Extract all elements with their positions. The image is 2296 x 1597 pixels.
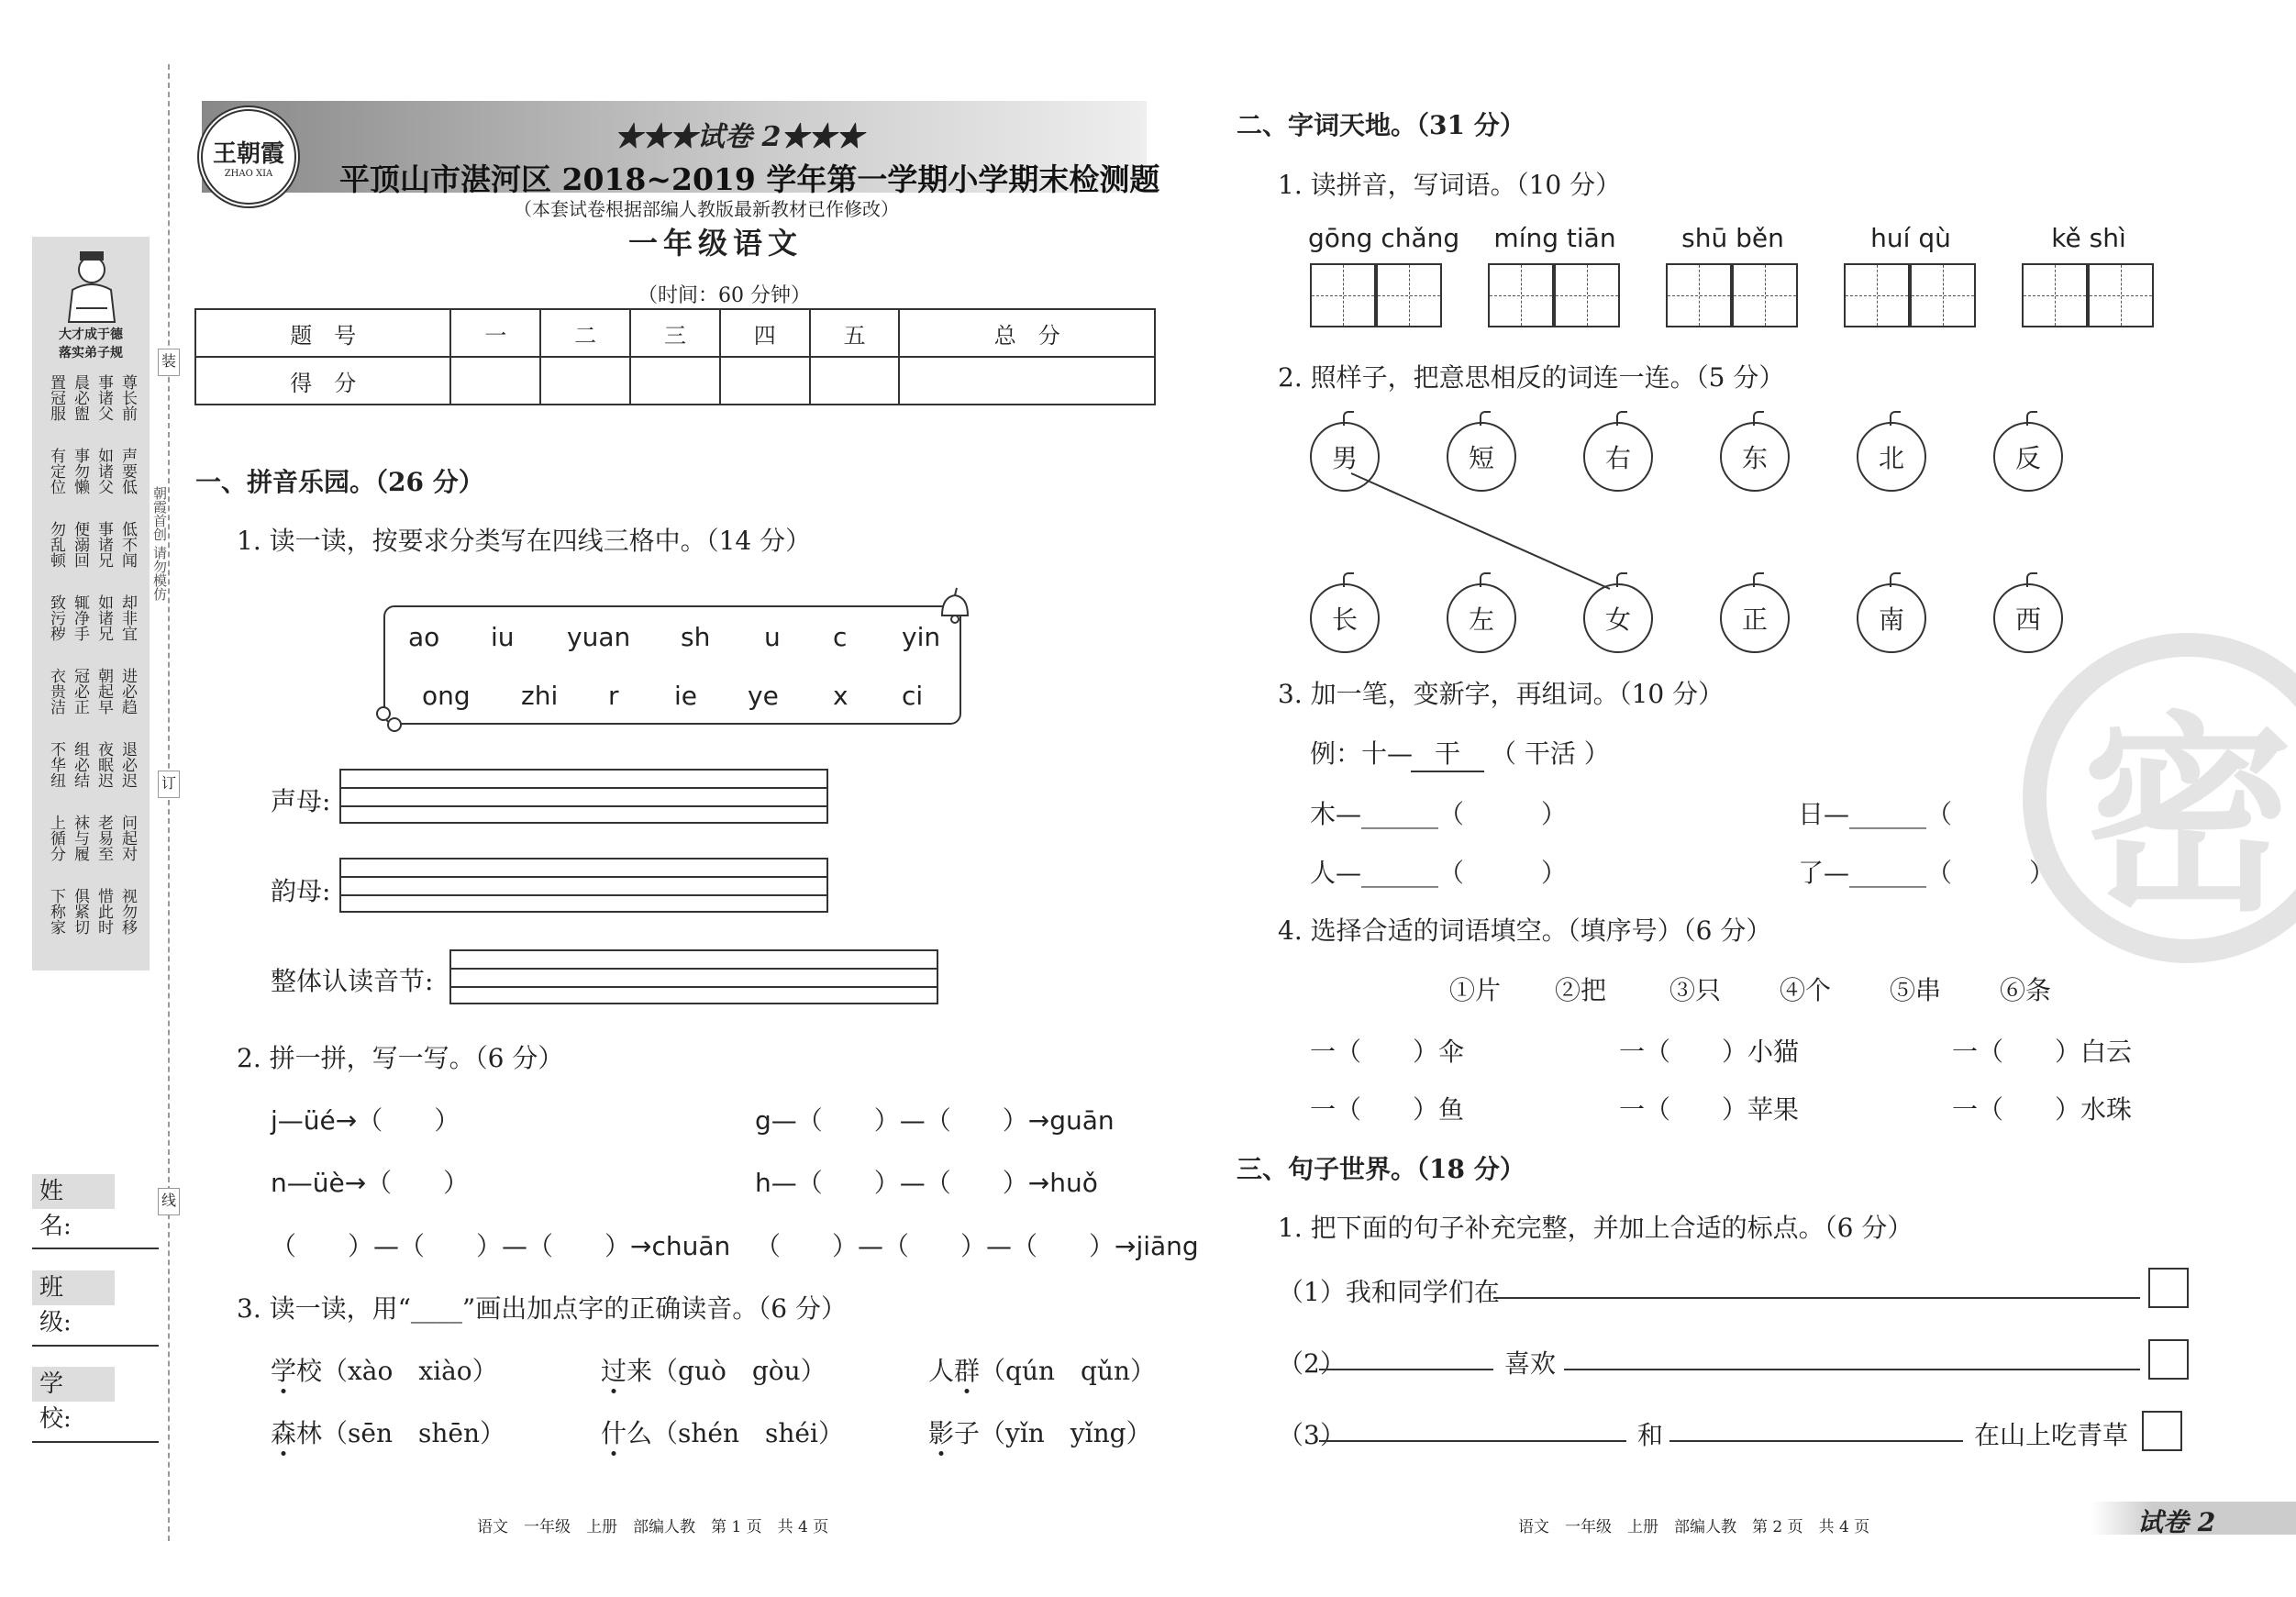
p1-q3-title: 3. 读一读，用“____”画出加点字的正确读音。（6 分） (237, 1293, 847, 1324)
sentence-2-prefix: （2） (1278, 1348, 1346, 1379)
exam-subject: 一年级语文 (628, 226, 804, 261)
pinyin-syllable: yuan (567, 622, 631, 652)
shengmu-grid[interactable] (339, 769, 828, 824)
apple-word[interactable] (1993, 422, 2063, 492)
name-label: 姓 名: (32, 1174, 115, 1209)
p2-q3-title: 3. 加一笔，变新字，再组词。（10 分） (1278, 679, 1725, 709)
dotted-character: 森 (271, 1418, 297, 1448)
dotted-character: 群 (954, 1356, 981, 1386)
motto-verse: 朝起早 (94, 668, 113, 715)
motto-sidebar (32, 237, 150, 970)
apple-stem-icon (1753, 572, 1764, 587)
motto-verse: 冠必正 (71, 668, 89, 715)
pronunciation-item[interactable] (601, 1414, 844, 1450)
motto-verse: 事诸父 (94, 374, 113, 421)
motto-verse: 致污秽 (47, 594, 65, 641)
p1-q1-title: 1. 读一读，按要求分类写在四线三格中。（14 分） (237, 526, 812, 556)
score-cell[interactable] (540, 357, 630, 405)
exam-title: 平顶山市湛河区 2018~2019 学年第一学期小学期末检测题 (339, 161, 1160, 197)
motto-verse: 如诸父 (94, 448, 113, 494)
measure-item: 一（ ）伞 (1310, 1037, 1465, 1067)
logo-sub: ZHAO XIA (224, 169, 273, 179)
pinyin-syllable: sh (681, 622, 711, 652)
score-cell[interactable] (720, 357, 810, 405)
score-row-label: 得 分 (195, 357, 450, 405)
punctuation-box-2[interactable] (2148, 1339, 2189, 1380)
pinyin-syllable: ie (674, 681, 698, 711)
class-label: 班 级: (32, 1270, 115, 1305)
motto-verse: 事勿懒 (71, 448, 89, 494)
tianzige-box[interactable] (1666, 263, 1732, 327)
score-header-cell: 三 (630, 309, 720, 357)
apple-character: 正 (1741, 604, 1768, 635)
measure-item: 一（ ）白云 (1952, 1037, 2133, 1067)
sentence-2-blank-a[interactable] (1319, 1369, 1493, 1370)
add-stroke-item: 人—______（ ） (1310, 858, 1568, 888)
part3-title: 三、句子世界。（18 分） (1237, 1154, 1525, 1184)
footer-right: 语文 一年级 上册 部编人教 第 2 页 共 4 页 (1518, 1518, 1870, 1536)
sentence-3-mid: 和 (1637, 1420, 1664, 1450)
motto-line-1: 大才成于德 (59, 327, 123, 342)
motto-verse-block (47, 594, 137, 641)
logo-text: 王朝霞 (212, 140, 284, 168)
apple-character: 短 (1468, 443, 1494, 473)
spell-item: （ ）—（ ）—（ ）→jiāng (755, 1231, 1199, 1261)
apple-character: 西 (2014, 604, 2041, 635)
apple-stem-icon (2026, 572, 2037, 587)
reading-options: 子（yǐn yǐng） (954, 1418, 1152, 1448)
pronunciation-item[interactable] (928, 1414, 1152, 1450)
tianzige-box[interactable] (1376, 263, 1442, 327)
spell-item: g—（ ）—（ ）→guān (755, 1105, 1115, 1136)
measure-option: ④个 (1780, 975, 1832, 1005)
motto-verse-block (47, 374, 137, 421)
score-cell[interactable] (450, 357, 540, 405)
score-header-cell: 五 (810, 309, 900, 357)
motto-verse-block (47, 815, 137, 861)
apple-character: 北 (1878, 443, 1904, 473)
measure-option: ⑤串 (1890, 975, 1942, 1005)
apple-character: 女 (1604, 604, 1631, 635)
motto-verse: 视勿移 (118, 888, 137, 935)
score-cell[interactable] (630, 357, 720, 405)
motto-verse: 问起对 (118, 815, 137, 861)
motto-verse: 惜此时 (94, 888, 113, 935)
pronunciation-item[interactable] (271, 1414, 505, 1450)
sentence-3-prefix: （3） (1278, 1420, 1346, 1450)
spell-item: （ ）—（ ）—（ ）→chuān (271, 1231, 731, 1261)
apple-stem-icon (1480, 411, 1491, 426)
apple-stem-icon (1890, 411, 1901, 426)
reading-options: （qún qǔn） (980, 1356, 1157, 1386)
apple-stem-icon (1343, 411, 1354, 426)
motto-verse-block (47, 668, 137, 715)
example-label: 例：十— (1310, 738, 1414, 769)
word-pinyin: míng tiān (1493, 223, 1616, 253)
zhengti-label: 整体认读音节: (271, 966, 434, 996)
motto-verse: 进必趋 (118, 668, 137, 715)
score-cell[interactable] (899, 357, 1155, 405)
dotted-character: 什 (601, 1418, 627, 1448)
measure-option: ③只 (1669, 975, 1722, 1005)
spell-item: n—üè→（ ） (271, 1168, 470, 1198)
word-pinyin: huí qù (1870, 223, 1951, 253)
part1-title: 一、拼音乐园。（26 分） (195, 467, 484, 497)
motto-verse: 组必结 (71, 741, 89, 788)
card-ring-icon-2 (387, 717, 402, 732)
scholar-figure-icon (60, 244, 124, 327)
score-header-cell: 题 号 (195, 309, 450, 357)
p3-q1-title: 1. 把下面的句子补充完整，并加上合适的标点。（6 分） (1278, 1213, 1913, 1243)
margin-seal-bottom: 线 (158, 1188, 180, 1215)
apple-stem-icon (1890, 572, 1901, 587)
apple-character: 南 (1878, 604, 1904, 635)
tianzige-box[interactable] (2022, 263, 2088, 327)
motto-verse: 置冠服 (47, 374, 65, 421)
apple-stem-icon (1616, 411, 1627, 426)
pinyin-syllable: r (608, 681, 619, 711)
exam-time: （时间：60 分钟） (638, 284, 811, 307)
reading-options: 校（xào xiào） (296, 1356, 498, 1386)
motto-verse: 辄净手 (71, 594, 89, 641)
score-header-cell: 一 (450, 309, 540, 357)
pronunciation-item[interactable] (271, 1351, 498, 1388)
zhengti-grid[interactable] (449, 949, 938, 1004)
sentence-3-blank-a[interactable] (1319, 1440, 1626, 1442)
motto-verse: 尊长前 (118, 374, 137, 421)
p1-q2-title: 2. 拼一拼，写一写。（6 分） (237, 1043, 564, 1073)
apple-character: 反 (2014, 443, 2041, 473)
margin-seal-top: 装 (158, 349, 180, 376)
example-answer: 干 (1411, 734, 1484, 772)
margin-seal-mid: 订 (158, 771, 180, 798)
motto-verse-block (47, 741, 137, 788)
shengmu-label: 声母: (271, 786, 331, 816)
spell-item: j—üé→（ ） (271, 1105, 460, 1136)
yunmu-grid[interactable] (339, 858, 828, 913)
motto-verse: 低不闻 (118, 521, 137, 568)
footer-left: 语文 一年级 上册 部编人教 第 1 页 共 4 页 (477, 1518, 829, 1536)
apple-word[interactable] (1857, 422, 1926, 492)
motto-verse: 下称家 (47, 888, 65, 935)
tianzige-box[interactable] (1910, 263, 1976, 327)
word-pinyin: kě shì (2051, 223, 2126, 253)
yunmu-label: 韵母: (271, 876, 331, 906)
motto-verse: 袜与履 (71, 815, 89, 861)
dotted-character: 过 (601, 1356, 627, 1386)
punctuation-box-3[interactable] (2142, 1411, 2182, 1451)
spell-item: h—（ ）—（ ）→huǒ (755, 1168, 1098, 1198)
measure-item: 一（ ）小猫 (1619, 1037, 1800, 1067)
apple-word[interactable] (1720, 583, 1790, 653)
motto-verse: 老易至 (94, 815, 113, 861)
pronunciation-item[interactable] (601, 1351, 826, 1388)
pinyin-syllable: ci (902, 681, 924, 711)
sentence-3-blank-b[interactable] (1669, 1440, 1963, 1442)
tianzige-box[interactable] (1310, 263, 1376, 327)
motto-verse: 勿乱顿 (47, 521, 65, 568)
sentence-3-suffix: 在山上吃青草 (1974, 1420, 2129, 1450)
pinyin-syllable: ong (422, 681, 471, 711)
pinyin-syllable: ye (748, 681, 779, 711)
motto-line-2: 落实弟子规 (59, 346, 123, 360)
item-prefix: 人 (928, 1356, 955, 1386)
pinyin-syllable: c (833, 622, 848, 652)
apple-stem-icon (1753, 411, 1764, 426)
sentence-1-prefix: （1）我和同学们在 (1278, 1277, 1500, 1307)
margin-note: 朝霞首创 请勿模仿 (151, 486, 168, 601)
apple-word[interactable] (1857, 583, 1926, 653)
motto-verse: 衣贵洁 (47, 668, 65, 715)
motto-verse: 如诸兄 (94, 594, 113, 641)
pinyin-syllable: iu (491, 622, 515, 652)
measure-item: 一（ ）鱼 (1310, 1094, 1465, 1125)
tianzige-box[interactable] (1844, 263, 1910, 327)
pinyin-syllable: yin (902, 622, 941, 652)
motto-verse: 夜眠迟 (94, 741, 113, 788)
secret-watermark: 密 (2023, 633, 2296, 963)
motto-verse: 俱紧切 (71, 888, 89, 935)
motto-verse: 不华纽 (47, 741, 65, 788)
example-word: （ 干活 ） (1491, 738, 1610, 769)
motto-verse: 退必迟 (118, 741, 137, 788)
binding-line (168, 64, 170, 1541)
word-pinyin: shū běn (1681, 223, 1784, 253)
motto-verse-block (47, 888, 137, 935)
tianzige-box[interactable] (2088, 263, 2154, 327)
measure-option: ①片 (1449, 975, 1502, 1005)
p2-q1-title: 1. 读拼音，写词语。（10 分） (1278, 170, 1622, 200)
sentence-2-blank-b[interactable] (1564, 1369, 2140, 1370)
example-match-line (1344, 468, 1619, 596)
pinyin-syllable: ao (408, 622, 440, 652)
brand-logo (197, 105, 300, 208)
pronunciation-item[interactable] (928, 1351, 1156, 1388)
apple-character: 男 (1331, 443, 1358, 473)
reading-options: 林（sēn shēn） (296, 1418, 505, 1448)
measure-item: 一（ ）苹果 (1619, 1094, 1800, 1125)
school-label: 学 校: (32, 1367, 115, 1402)
dotted-character: 学 (271, 1356, 297, 1386)
motto-verse: 上循分 (47, 815, 65, 861)
motto-verse: 事诸兄 (94, 521, 113, 568)
p2-q2-title: 2. 照样子，把意思相反的词连一连。（5 分） (1278, 362, 1785, 393)
motto-verse: 声要低 (118, 448, 137, 494)
tianzige-box[interactable] (1732, 263, 1798, 327)
class-field[interactable] (32, 1345, 159, 1347)
motto-verse: 有定位 (47, 448, 65, 494)
pinyin-syllable: u (764, 622, 781, 652)
apple-character: 东 (1741, 443, 1768, 473)
motto-verse-block (47, 448, 137, 494)
paper-label: ★★★试卷 2★★★ (615, 121, 864, 153)
score-header-cell: 二 (540, 309, 630, 357)
measure-option: ②把 (1555, 975, 1607, 1005)
apple-character: 长 (1331, 604, 1358, 635)
add-stroke-item: 木—______（ ） (1310, 799, 1568, 829)
pinyin-syllable: x (833, 681, 849, 711)
score-cell[interactable] (810, 357, 900, 405)
sentence-1-blank[interactable] (1493, 1297, 2140, 1299)
motto-verse: 便溺回 (71, 521, 89, 568)
add-stroke-item: 日—______（ ） (1798, 799, 2056, 829)
dotted-character: 影 (928, 1418, 955, 1448)
pinyin-syllable: zhi (521, 681, 559, 711)
score-header-cell: 总 分 (899, 309, 1155, 357)
score-header-cell: 四 (720, 309, 810, 357)
reading-options: 么（shén shéi） (627, 1418, 844, 1448)
tianzige-box[interactable] (1554, 263, 1620, 327)
part2-title: 二、字词天地。（31 分） (1237, 110, 1525, 140)
tianzige-box[interactable] (1488, 263, 1554, 327)
measure-option: ⑥条 (2000, 975, 2052, 1005)
motto-verse: 晨必盥 (71, 374, 89, 421)
apple-character: 右 (1604, 443, 1631, 473)
exam-note: （本套试卷根据部编人教版最新教材已作修改） (514, 198, 899, 220)
apple-word[interactable] (1993, 583, 2063, 653)
punctuation-box-1[interactable] (2148, 1268, 2189, 1308)
paper-badge: 试卷 2 (2137, 1507, 2216, 1537)
measure-item: 一（ ）水珠 (1952, 1094, 2133, 1125)
word-pinyin: gōng chǎng (1308, 223, 1460, 253)
add-stroke-item: 了—______（ ） (1798, 858, 2056, 888)
motto-verse-block (47, 521, 137, 568)
apple-word[interactable] (1720, 422, 1790, 492)
apple-character: 左 (1468, 604, 1494, 635)
sentence-2-mid: 喜欢 (1504, 1348, 1557, 1379)
reading-options: 来（guò gòu） (627, 1356, 826, 1386)
school-field[interactable] (32, 1441, 159, 1443)
motto-verse: 却非宜 (118, 594, 137, 641)
apple-stem-icon (2026, 411, 2037, 426)
score-table (194, 308, 1156, 405)
name-field[interactable] (32, 1248, 159, 1249)
p2-q4-title: 4. 选择合适的词语填空。（填序号）（6 分） (1278, 915, 1772, 946)
